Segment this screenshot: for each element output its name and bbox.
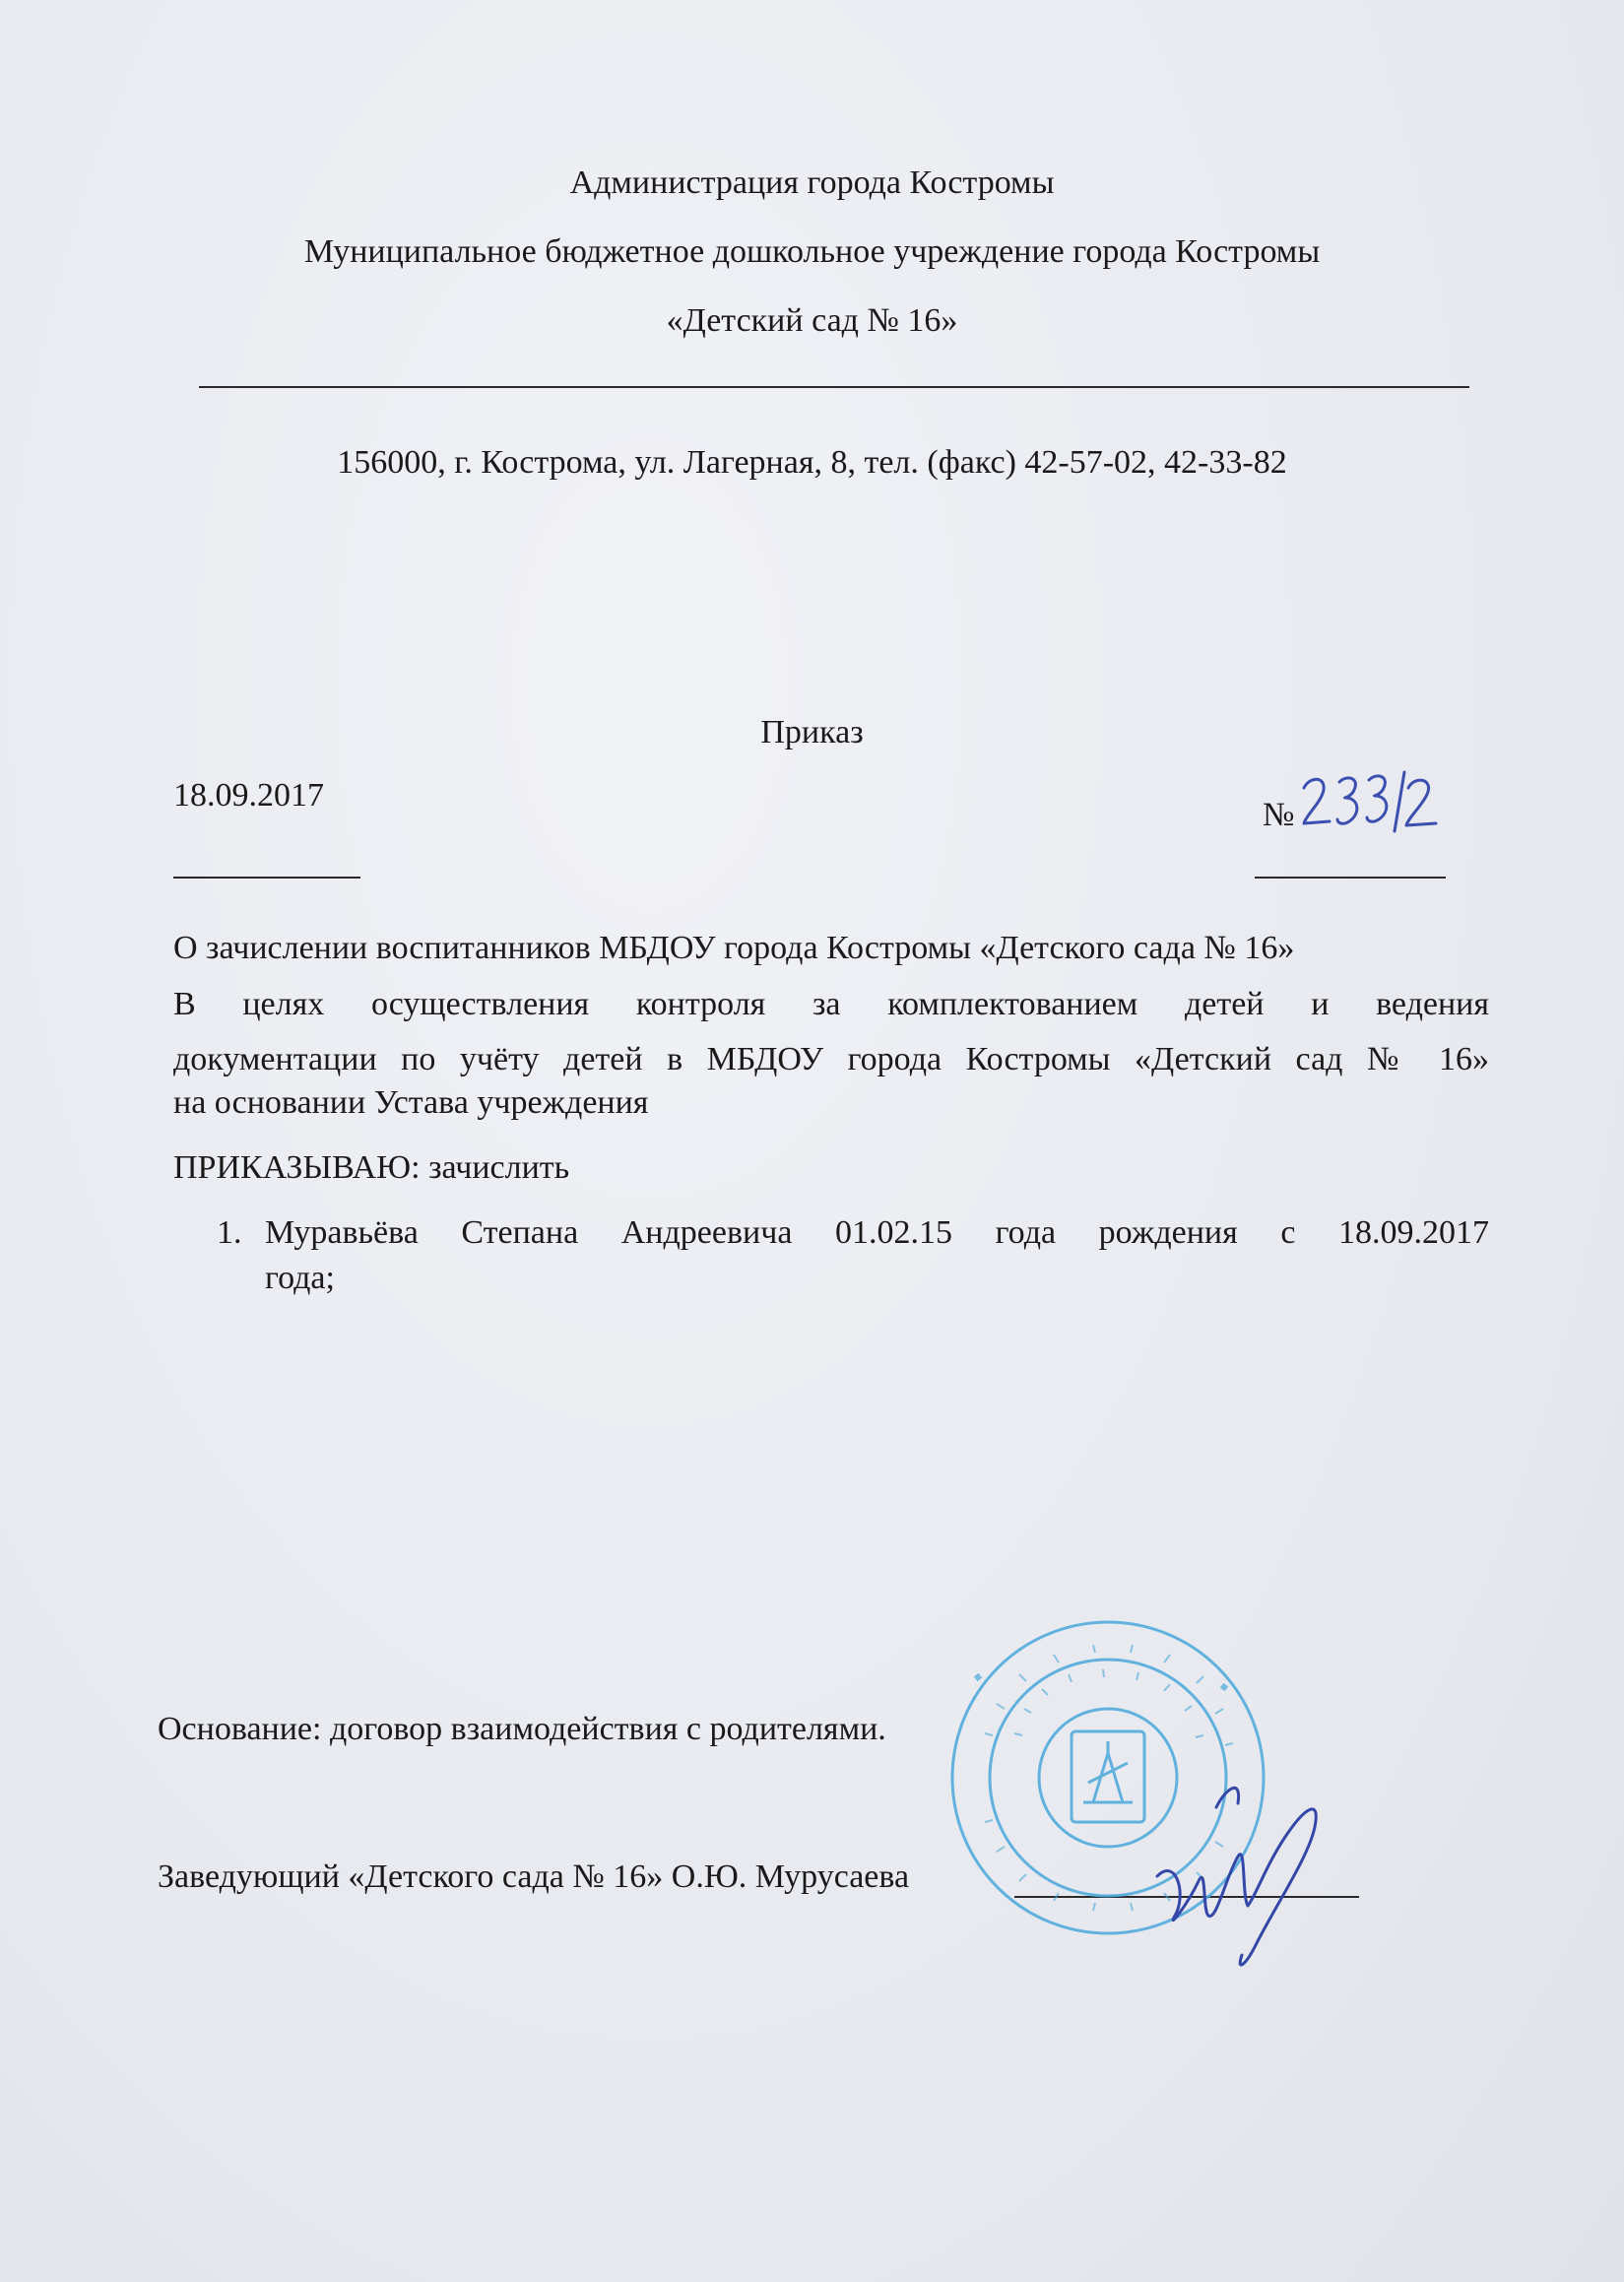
order-directive: ПРИКАЗЫВАЮ: зачислить [173, 1149, 570, 1186]
preamble-line-1: В целях осуществления контроля за комплектованием детей и ведения [173, 986, 1489, 1022]
list-item-number: 1. [217, 1214, 242, 1251]
order-date: 18.09.2017 [173, 777, 324, 814]
header-address: 156000, г. Кострома, ул. Лагерная, 8, тел. (факс) 42-57-02, 42-33-82 [337, 444, 1287, 481]
header-institution: Муниципальное бюджетное дошкольное учреждение города Костромы [303, 233, 1321, 270]
header-divider [199, 386, 1469, 388]
preamble-line-3: на основании Устава учреждения [173, 1084, 649, 1121]
header-kindergarten: «Детский сад № 16» [666, 302, 958, 339]
handwritten-order-number-icon [1298, 766, 1446, 835]
order-number-label: № [1263, 797, 1295, 833]
signatory: Заведующий «Детского сада № 16» О.Ю. Мурусаева [158, 1858, 910, 1895]
number-underline [1255, 877, 1446, 879]
list-item-text-line-2: года; [265, 1260, 335, 1296]
order-subject: О зачислении воспитанников МБДОУ города Костромы «Детского сада № 16» [173, 930, 1295, 966]
date-underline [173, 877, 360, 879]
list-item-text-line-1: Муравьёва Степана Андреевича 01.02.15 года рождения с 18.09.2017 [265, 1214, 1489, 1251]
preamble-line-2: документации по учёту детей в МБДОУ города Костромы «Детский сад № 16» [173, 1041, 1489, 1077]
handwritten-signature-icon [1147, 1748, 1334, 1975]
header-administration: Администрация города Костромы [569, 164, 1055, 201]
basis-note: Основание: договор взаимодействия с родителями. [158, 1711, 886, 1747]
document-title: Приказ [760, 714, 864, 750]
